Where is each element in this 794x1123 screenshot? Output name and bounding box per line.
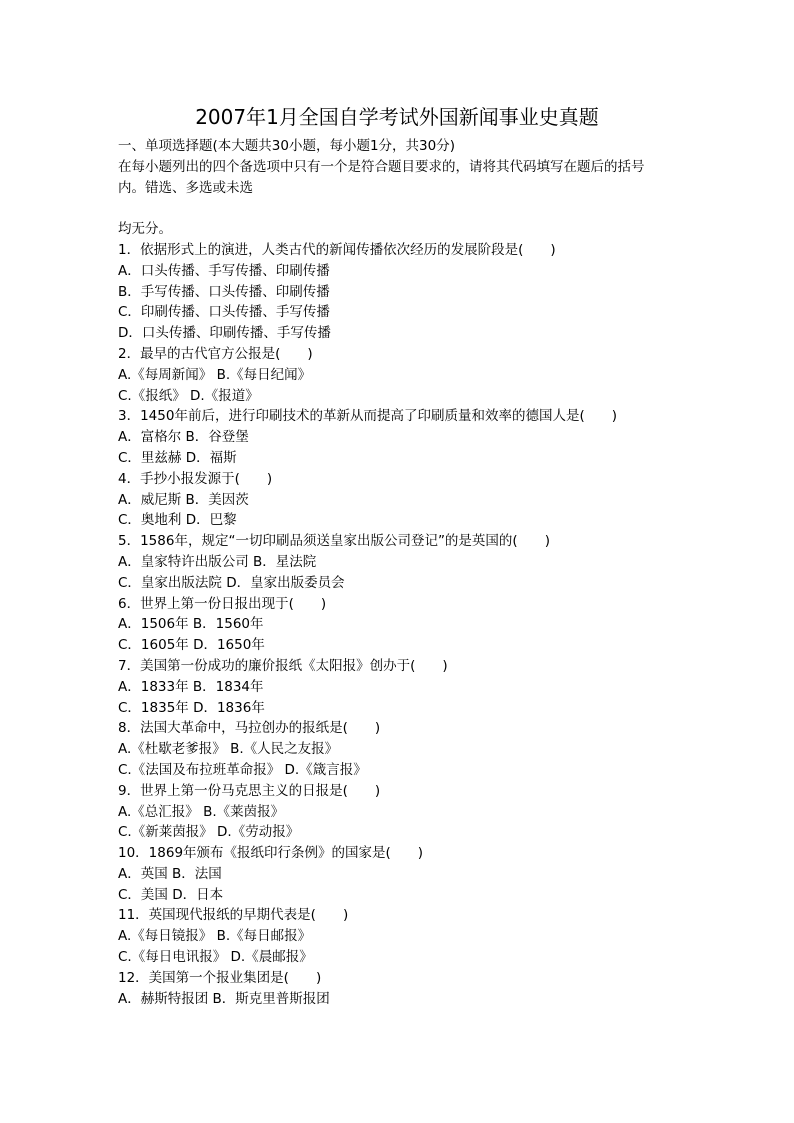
question-stem: 9．世界上第一份马克思主义的日报是( ) xyxy=(118,782,381,799)
question-stem: 6．世界上第一份日报出现于( ) xyxy=(118,595,327,612)
instructions-line-2: 内。错选、多选或未选 xyxy=(118,179,253,196)
question-stem: 2．最早的古代官方公报是( ) xyxy=(118,345,313,362)
question-8 xyxy=(118,718,678,780)
question-stem: 5．1586年，规定“一切印刷品须送皇家出版公司登记”的是英国的( ) xyxy=(118,533,550,550)
document-body xyxy=(118,136,678,1009)
question-option: A.《每周新闻》 B.《每日纪闻》 xyxy=(118,366,312,383)
question-option: C．1835年 D．1836年 xyxy=(118,699,265,716)
question-option: C．1605年 D．1650年 xyxy=(118,637,265,654)
question-4 xyxy=(118,469,678,531)
question-option: C．皇家出版法院 D．皇家出版委员会 xyxy=(118,574,345,591)
question-3 xyxy=(118,406,678,468)
question-stem: 10．1869年颁布《报纸印行条例》的国家是( ) xyxy=(118,845,424,862)
question-stem: 7．美国第一份成功的廉价报纸《太阳报》创办于( ) xyxy=(118,657,448,674)
section-heading: 一、单项选择题(本大题共30小题，每小题1分，共30分) xyxy=(118,138,455,154)
question-option: D．口头传播、印刷传播、手写传播 xyxy=(118,325,331,342)
question-11 xyxy=(118,905,678,967)
question-option: A．1506年 B．1560年 xyxy=(118,616,264,633)
question-10 xyxy=(118,843,678,905)
question-option: C．里兹赫 D．福斯 xyxy=(118,449,237,466)
instructions-line-1: 在每小题列出的四个备选项中只有一个是符合题目要求的，请将其代码填写在题后的括号 xyxy=(118,158,645,175)
question-stem: 11．英国现代报纸的早期代表是( ) xyxy=(118,907,349,924)
question-12 xyxy=(118,968,678,1010)
question-stem: 8．法国大革命中，马拉创办的报纸是( ) xyxy=(118,720,381,737)
question-5 xyxy=(118,531,678,593)
question-option: A．威尼斯 B．美因茨 xyxy=(118,491,249,508)
question-option: C．印刷传播、口头传播、手写传播 xyxy=(118,304,330,321)
question-option: C.《法国及布拉班革命报》 D.《箴言报》 xyxy=(118,761,367,778)
question-1 xyxy=(118,240,678,344)
document-title: 2007年1月全国自学考试外国新闻事业史真题 xyxy=(195,105,599,129)
question-stem: 3．1450年前后，进行印刷技术的革新从而提高了印刷质量和效率的德国人是( ) xyxy=(118,408,617,425)
question-option: A．赫斯特报团 B．斯克里普斯报团 xyxy=(118,990,330,1007)
question-option: A．富格尔 B．谷登堡 xyxy=(118,429,249,446)
question-option: C．奥地利 D．巴黎 xyxy=(118,512,237,529)
question-option: C．美国 D．日本 xyxy=(118,886,224,903)
question-option: A.《总汇报》 B.《莱茵报》 xyxy=(118,803,285,820)
question-9 xyxy=(118,781,678,843)
blank-line xyxy=(118,198,678,219)
question-option: C.《报纸》 D.《报道》 xyxy=(118,387,259,404)
question-6 xyxy=(118,594,678,656)
instructions-line-3: 均无分。 xyxy=(118,221,172,238)
question-option: A．英国 B．法国 xyxy=(118,865,222,882)
question-option: A．皇家特许出版公司 B．星法院 xyxy=(118,553,317,570)
question-stem: 12．美国第一个报业集团是( ) xyxy=(118,969,322,986)
question-option: A．口头传播、手写传播、印刷传播 xyxy=(118,262,330,279)
question-stem: 4．手抄小报发源于( ) xyxy=(118,470,273,487)
question-2 xyxy=(118,344,678,406)
question-option: C.《新莱茵报》 D.《劳动报》 xyxy=(118,824,300,841)
question-option: A.《杜歇老爹报》 B.《人民之友报》 xyxy=(118,741,339,758)
question-option: C.《每日电讯报》 D.《晨邮报》 xyxy=(118,949,313,966)
question-stem: 1．依据形式上的演进，人类古代的新闻传播依次经历的发展阶段是( ) xyxy=(118,241,556,258)
question-option: A．1833年 B．1834年 xyxy=(118,678,264,695)
question-7 xyxy=(118,656,678,718)
question-option: B．手写传播、口头传播、印刷传播 xyxy=(118,283,330,300)
question-option: A.《每日镜报》 B.《每日邮报》 xyxy=(118,928,312,945)
